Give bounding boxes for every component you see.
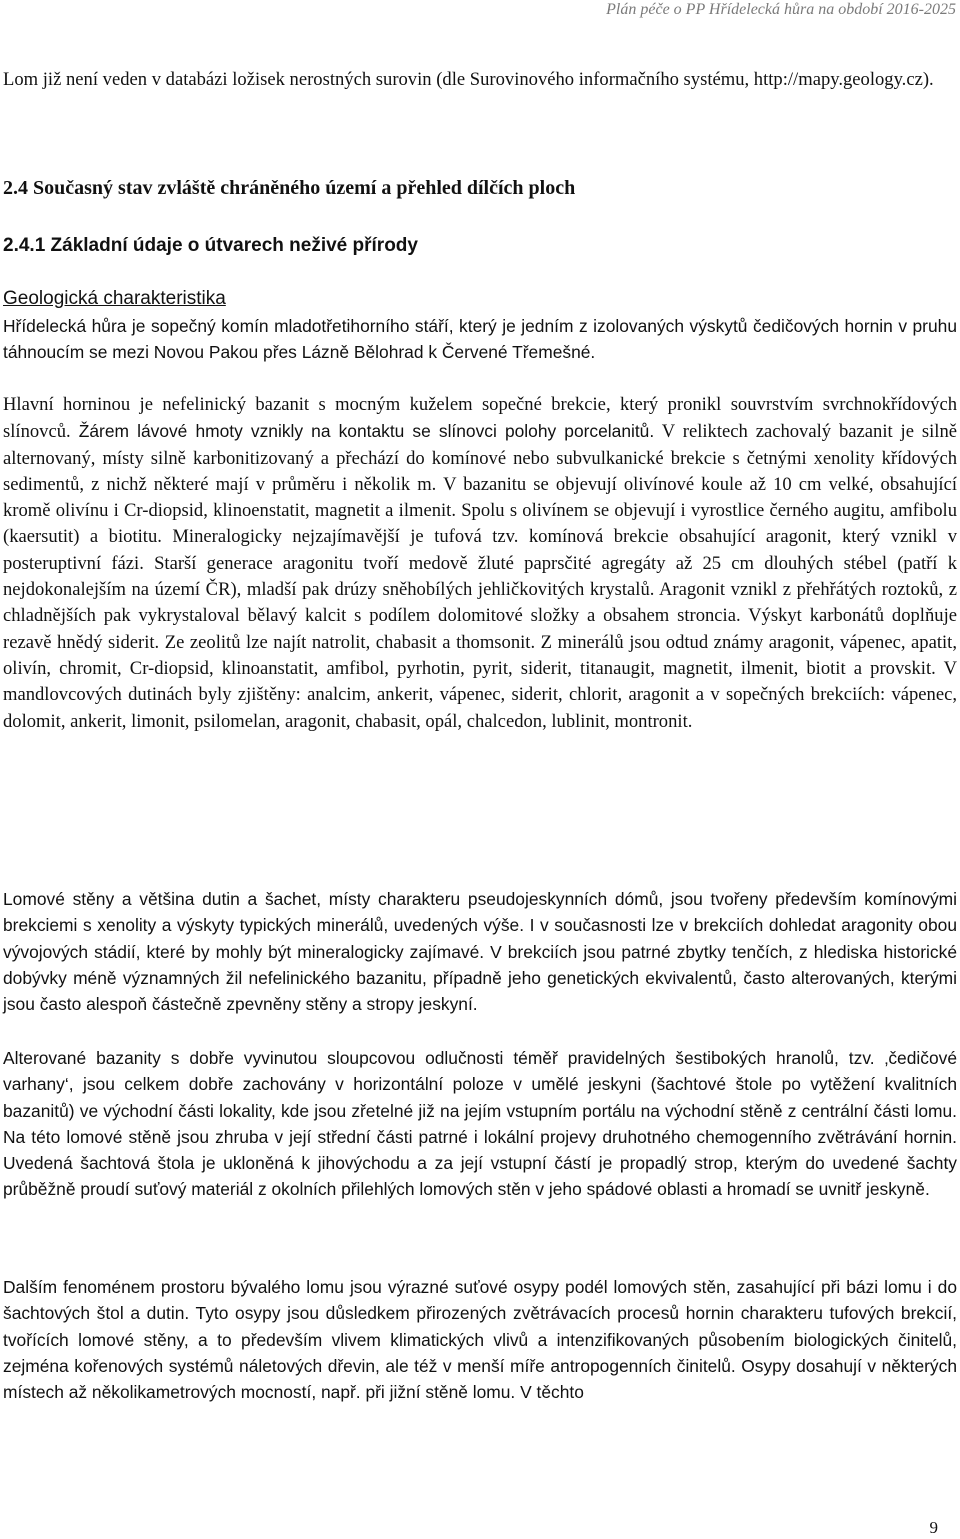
intro-paragraph	[3, 67, 957, 93]
page-number: 9	[929, 1518, 938, 1537]
paragraph-4	[3, 1045, 957, 1203]
intro-text: Lom již není veden v databázi ložisek nerostných surovin (dle Surovinového informačního systému, http://mapy.geology.cz).	[3, 69, 934, 90]
paragraph-2-body	[3, 392, 957, 735]
paragraph-5	[3, 1274, 957, 1405]
paragraph-4-text: Alterované bazanity s dobře vyvinutou sloupcovou odlučnosti téměř pravidelných šestibokých hranolů, tzv. ‚čedičové varhany‘, jsou celkem dobře zachovány v horizontální poloze v umělé jeskyni (šachtové štole po vytěžení kvalitních bazanitů) ve východní části lokality, kde jsou zřetelné již na jejím vstupním portálu na východní stěně z centrální části lomu. Na této lomové stěně jsou zhruba v její střední části patrné i lokální projevy druhotného chemogenního zvětrávání hornin. Uvedená šachtová štola je ukloněná k jihovýchodu a za její vstupní částí je propadlý strop, kterým do uvedené šachty průběžně proudí suťový materiál z okolních přilehlých lomových stěn v jeho spádové oblasti a hromadí se uvnitř jeskyně.	[3, 1048, 957, 1200]
paragraph-2-part-a: Hlavní horninou je nefelinický bazanit s mocným kuželem sopečné brekcie, který pronikl souvrstvím svrchnokřídových slínovců.	[3, 394, 957, 443]
subsection-heading: 2.4.1 Základní údaje o útvarech neživé přírody	[3, 235, 418, 256]
paragraph-2	[3, 392, 957, 735]
paragraph-3-text: Lomové stěny a většina dutin a šachet, místy charakteru pseudojeskynních dómů, jsou tvořeny především komínovými brekciemi s xenolity a výskyty typických minerálů, uvedených výše. I v současnosti lze v brekciích dohledat aragonity obou vývojových stádií, které by mohly být mineralogicky zajímavé. V brekciích jsou patrné zbytky tenčích, z hlediska historické dobývky méně významných žil nefelinického bazanitu, případně jeho genetických ekvivalentů, často alterovaných, kterými jsou často alespoň částečně zpevněny stěny a stropy jeskyní.	[3, 889, 957, 1015]
paragraph-3	[3, 886, 957, 1017]
paragraph-1-text: Hřídelecká hůra je sopečný komín mladotřetihorního stáří, který je jedním z izolovaných výskytů čedičových hornin v pruhu táhnoucím se mezi Novou Pakou přes Lázně Bělohrad k Červené Třemešné.	[3, 316, 957, 363]
paragraph-1	[3, 313, 957, 366]
topic-heading: Geologická charakteristika	[3, 288, 226, 309]
paragraph-2-part-b: Žárem lávové hmoty vznikly na kontaktu se slínovci polohy porcelanitů.	[70, 421, 655, 442]
section-heading: 2.4 Současný stav zvláště chráněného území a přehled dílčích ploch	[3, 177, 576, 199]
paragraph-2-part-c: V reliktech zachovalý bazanit je silně alternovaný, místy silně karbonitizovaný a přechází do komínové nebo subvulkanické brekcie s četnými xenolity křídových sedimentů, z nichž některé mají v průměru i několik m. V bazanitu se objevují olivínové koule až 10 cm velké, obsahující kromě olivínu i Cr-diopsid, klinoenstatit, magnetit a ilmenit. Spolu s olivínem se objevují i vyrostlice černého augitu, amfibolu (kaersutit) a biotitu. Mineralogicky nejzajímavější je tufová tzv. komínová brekcie obsahující aragonit, který vznikl v posteruptivní fázi. Starší generace aragonitu tvoří medově žluté paprsčité agregáty až 25 cm dlouhých stébel (patří k nejdokonalejším na území ČR), mladší pak drúzy sněhobílých jehličkovitých krystalů. Aragonit vznikl z přehřátých roztoků, z chladnějších pak vykrystaloval bělavý kalcit s podílem dolomitové složky a obsahem stroncia. Výskyt karbonátů doplňuje rezavě hnědý siderit. Ze zeolitů lze najít natrolit, chabasit a thomsonit. Z minerálů jsou odtud známy aragonit, vápenec, apatit, olivín, chromit, Cr-diopsid, klinoanstatit, amfibol, pyrhotin, pyrit, siderit, titanaugit, magnetit, ilmenit, biotit a provskit. V mandlovcových dutinách byly zjištěny: analcim, ankerit, vápenec, siderit, chlorit, aragonit a v sopečných brekciích: vápenec, dolomit, ankerit, limonit, psilomelan, aragonit, chabasit, opál, chalcedon, lublinit, montronit.	[3, 421, 957, 732]
running-header: Plán péče o PP Hřídelecká hůra na období 2016-2025	[606, 1, 956, 18]
paragraph-5-text: Dalším fenoménem prostoru bývalého lomu jsou výrazné suťové osypy podél lomových stěn, zasahující při bázi lomu i do šachtových štol a dutin. Tyto osypy jsou důsledkem přirozených zvětrávacích procesů hornin charakteru tufových brekcií, tvořících lomové stěny, a to především vlivem klimatických vlivů a intenzifikovaných působením biologických činitelů, zejména kořenových systémů náletových dřevin, ale též v menší míře antropogenních činitelů. Osypy dosahují v některých místech až několikametrových mocností, např. při jižní stěně lomu. V těchto	[3, 1277, 957, 1403]
